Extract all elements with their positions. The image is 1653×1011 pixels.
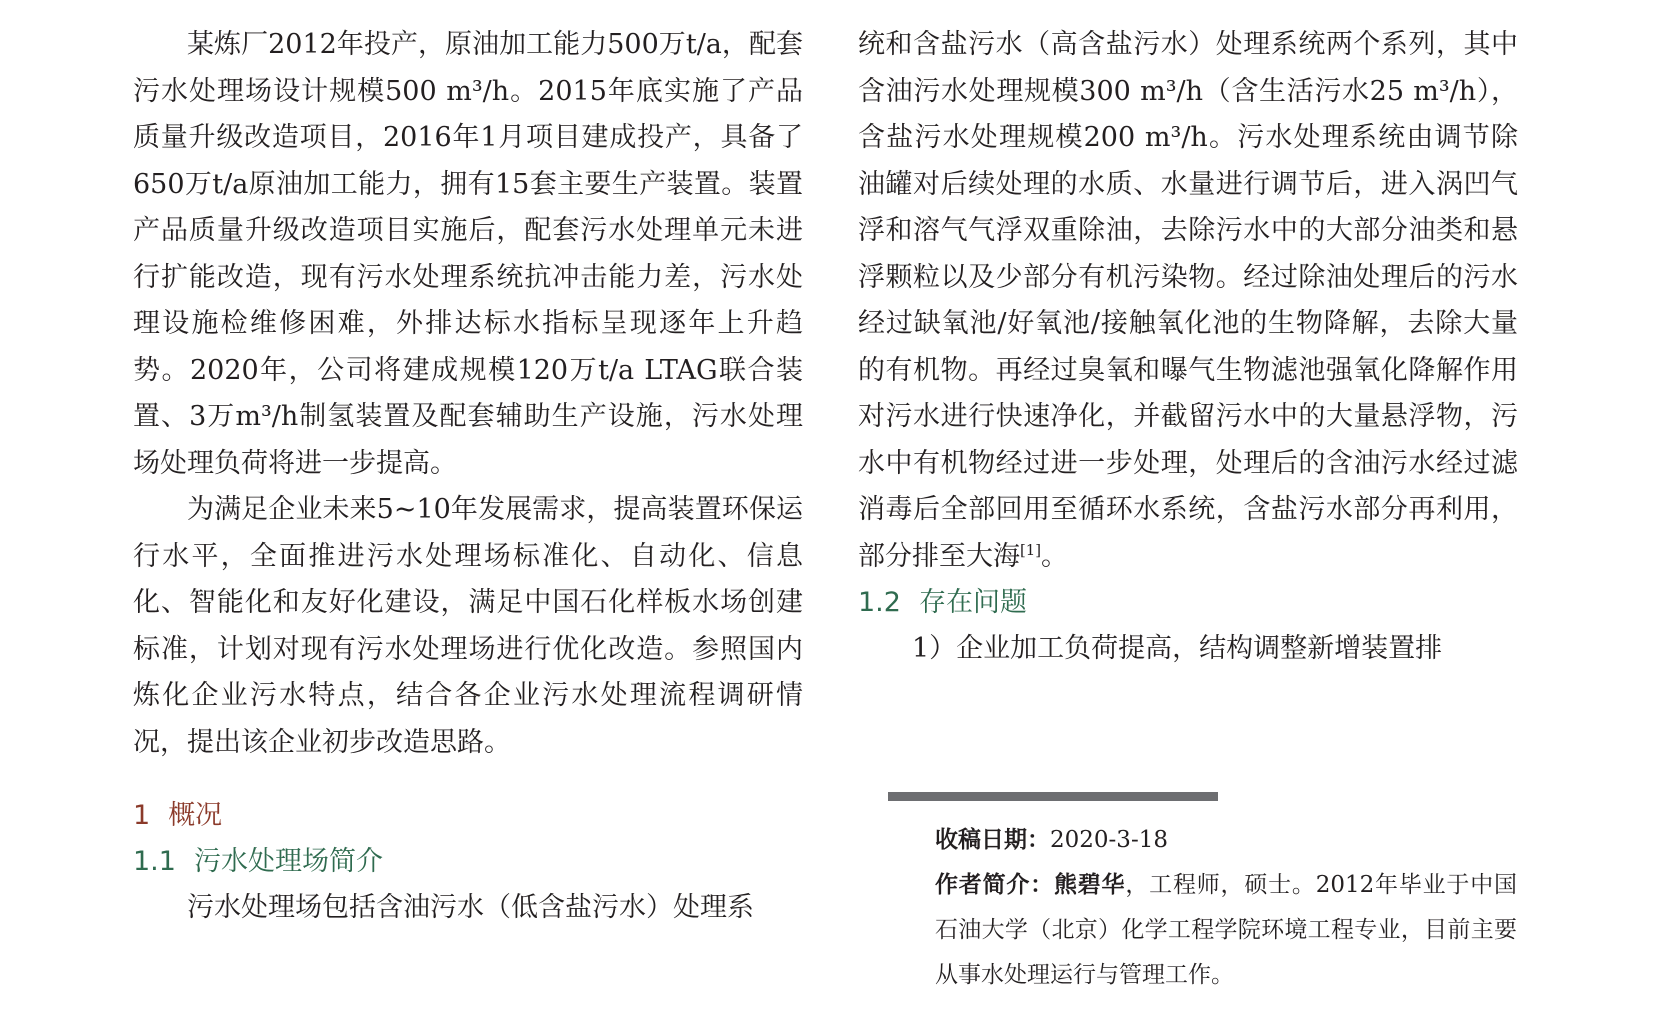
received-label: 收稿日期： [935, 827, 1050, 853]
author-bio: ，工程师，硕士。2012年毕业于中国石油大学（北京）化学工程学院环境工程专业，目前主要从事水处理运行与管理工作。 [935, 872, 1517, 988]
subsection-number: 1.2 [858, 587, 901, 618]
subsection-number: 1.1 [133, 846, 176, 877]
section-heading-1-2 [858, 580, 1518, 626]
citation-ref[interactable]: [1] [1020, 540, 1042, 559]
section-1-1-paragraph-start: 污水处理场包括含油污水（低含盐污水）处理系 [187, 892, 754, 923]
paragraph-text: 统和含盐污水（高含盐污水）处理系统两个系列，其中含油污水处理规模300 m³/h（含生活污水25 m³/h），含盐污水处理规模200 m³/h。污水处理系统由调节除油罐对后续处理的水质、水量进行调节后，进入涡凹气浮和溶气气浮双重除油，去除污水中的大部分油类和悬浮颗粒以及少部分有机污染物。经过除油处理后的污水经过缺氧池/好氧池/接触氧化池的生物降解，去除大量的有机物。再经过臭氧和曝气生物滤池强氧化降解作用对污水进行快速净化，并截留污水中的大量悬浮物，污水中有机物经过进一步处理，处理后的含油污水经过滤消毒后全部回用至循环水系统，含盐污水部分再利用，部分排至大海 [858, 29, 1518, 572]
section-1-2-paragraph-start: 1）企业加工负荷提高，结构调整新增装置排 [912, 633, 1443, 664]
received-date [935, 818, 1517, 863]
author-label: 作者简介： [935, 872, 1054, 898]
left-column [133, 22, 803, 932]
footnote-divider [888, 792, 1218, 801]
author-info [935, 863, 1517, 998]
intro-paragraph-1: 某炼厂2012年投产，原油加工能力500万t/a，配套污水处理场设计规模500 m³/h。2015年底实施了产品质量升级改造项目，2016年1月项目建成投产，具备了650万t/a原油加工能力，拥有15套主要生产装置。装置产品质量升级改造项目实施后，配套污水处理单元未进行扩能改造，现有污水处理系统抗冲击能力差，污水处理设施检维修困难，外排达标水指标呈现逐年上升趋势。2020年，公司将建成规模120万t/a LTAG联合装置、3万m³/h制氢装置及配套辅助生产设施，污水处理场处理负荷将进一步提高。 [133, 29, 803, 479]
section-1-1-paragraph-continued [858, 22, 1518, 580]
subsection-title: 污水处理场简介 [193, 846, 383, 877]
right-column [858, 22, 1518, 673]
paragraph-end-punct: 。 [1041, 540, 1069, 572]
section-heading-1-1 [133, 839, 803, 885]
section-heading-1 [133, 793, 803, 839]
author-name: 熊碧华 [1053, 872, 1126, 898]
footnote [935, 818, 1517, 998]
section-title: 概况 [168, 800, 223, 831]
section-number: 1 [133, 800, 151, 831]
intro-paragraph-2: 为满足企业未来5~10年发展需求，提高装置环保运行水平，全面推进污水处理场标准化、自动化、信息化、智能化和友好化建设，满足中国石化样板水场创建标准，计划对现有污水处理场进行优化改造。参照国内炼化企业污水特点，结合各企业污水处理流程调研情况，提出该企业初步改造思路。 [133, 494, 803, 758]
received-value: 2020-3-18 [1050, 827, 1168, 853]
subsection-title: 存在问题 [918, 587, 1027, 618]
